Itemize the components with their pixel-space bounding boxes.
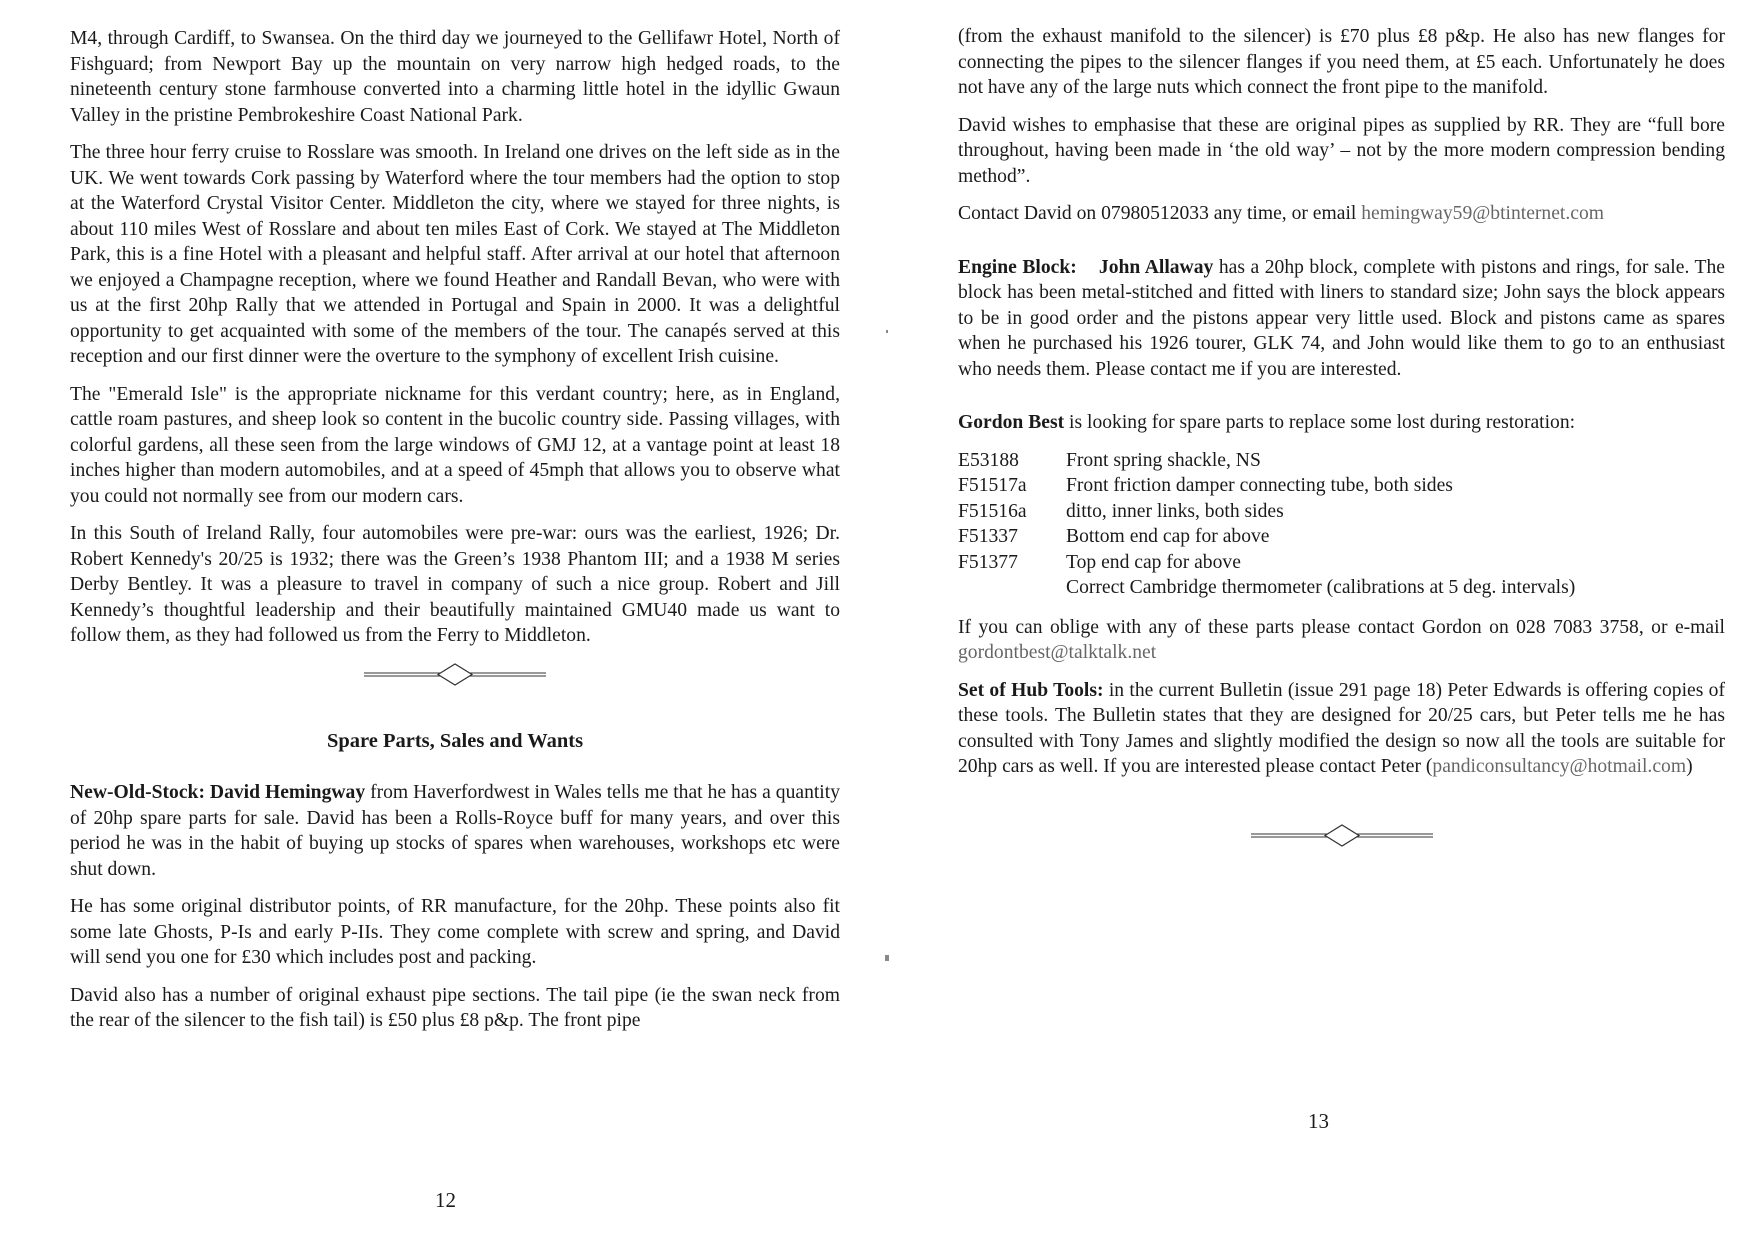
ornament-divider-right bbox=[1249, 822, 1435, 850]
email-gordon[interactable]: gordontbest@talktalk.net bbox=[958, 642, 1157, 663]
paragraph-oblige-gordon bbox=[958, 615, 1725, 666]
hub-tools-text: in the current Bulletin (issue 291 page 18) Peter Edwards is offering copies of these tools. The Bulletin states that they are designed for 20/25 cars, but Peter tells me he has consulted with Tony James and slightly modified the design so now all the tools are suitable for 20hp cars as well. If you are interested please contact Peter ( bbox=[958, 679, 1725, 777]
paragraph-pre-war-cars: In this South of Ireland Rally, four automobiles were pre-war: ours was the earliest, 1926; Dr. Robert Kennedy's 20/25 is 1932; there was the Green’s 1938 Phantom III; and a 1938 M series Derby Bentley. It was a pleasure to travel in company of such a nice group. Robert and Jill Kennedy’s thoughtful leadership and their beautifully maintained GMU40 made us want to follow them, as they had followed us from the Ferry to Middleton. bbox=[70, 523, 840, 646]
nos-text: from Haverfordwest in Wales tells me that he has a quantity of 20hp spare parts for sale. David has been a Rolls-Royce buff for many years, and over this period he was in the habit of buying up stocks of spares when warehouses, workshops etc were shut down. bbox=[70, 782, 840, 880]
gordon-best-text: is looking for spare parts to replace some lost during restoration: bbox=[1064, 412, 1576, 433]
paragraph-exhaust-pipes: David also has a number of original exhaust pipe sections. The tail pipe (ie the swan neck from the rear of the silencer to the fish tail) is £50 plus £8 p&p. The front pipe bbox=[70, 984, 840, 1031]
paragraph-engine-block bbox=[958, 255, 1725, 383]
contact-david-text: Contact David on 07980512033 any time, or email bbox=[958, 203, 1362, 224]
paragraph-new-old-stock bbox=[70, 780, 840, 882]
part-code: F51516a bbox=[958, 500, 1027, 522]
left-column bbox=[70, 26, 840, 1046]
parts-row bbox=[958, 473, 1725, 499]
ornament-divider-left bbox=[362, 661, 548, 689]
engine-block-owner: John Allaway bbox=[1098, 256, 1214, 278]
engine-block-label: Engine Block: bbox=[958, 256, 1077, 278]
paragraph-gordon-best bbox=[958, 410, 1725, 436]
hub-tools-close: ) bbox=[1686, 756, 1693, 777]
paragraph-contact-david bbox=[958, 201, 1725, 227]
paragraph-hub-tools bbox=[958, 678, 1725, 780]
part-code: F51377 bbox=[958, 551, 1018, 573]
page-number-right: 13 bbox=[1308, 1109, 1329, 1133]
part-description: Front spring shackle, NS bbox=[1066, 449, 1261, 471]
part-description: Top end cap for above bbox=[1066, 551, 1241, 573]
paragraph-wales-journey: M4, through Cardiff, to Swansea. On the third day we journeyed to the Gellifawr Hotel, North of Fishguard; from Newport Bay up the mountain on very narrow high hedged roads, to the nineteenth century stone farmhouse converted into a charming little hotel in the idyllic Gwaun Valley in the pristine Pembrokeshire Coast National Park. bbox=[70, 28, 840, 126]
parts-row bbox=[958, 575, 1725, 601]
paragraph-ferry-cruise: The three hour ferry cruise to Rosslare was smooth. In Ireland one drives on the left side as in the UK. We went towards Cork passing by Waterford where the tour members had the option to stop at the Waterford Crystal Visitor Center. Middleton the city, where we stayed for three nights, is about 110 miles West of Rosslare and about ten miles East of Cork. We stayed at The Middleton Park, this is a fine Hotel with a pleasant and helpful staff. After arrival at our hotel that afternoon we enjoyed a Champagne reception, where we found Heather and Randall Bevan, who were with us at the first 20hp Rally that we attended in Portugal and Spain in 2000. It was a delightful opportunity to get acquainted with some of the members of the tour. The canapés served at this reception and our first dinner were the overture to the symphony of excellent Irish cuisine. bbox=[70, 142, 840, 367]
section-title: Spare Parts, Sales and Wants bbox=[326, 729, 584, 752]
part-code: F51517a bbox=[958, 475, 1027, 496]
parts-list bbox=[958, 448, 1725, 601]
paragraph-original-pipes: David wishes to emphasise that these are original pipes as supplied by RR. They are “full bore throughout, having been made in ‘the old way’ – not by the more modern compression bending method”. bbox=[958, 114, 1725, 187]
page-right bbox=[876, 0, 1752, 1240]
gordon-best-name: Gordon Best bbox=[958, 412, 1065, 433]
parts-row bbox=[958, 499, 1725, 525]
part-code: F51337 bbox=[958, 526, 1018, 547]
page-number-left: 12 bbox=[435, 1188, 456, 1212]
oblige-text: If you can oblige with any of these parts please contact Gordon on 028 7083 3758, or e-mail bbox=[958, 616, 1725, 638]
nos-heading: New-Old-Stock: David Hemingway bbox=[70, 782, 366, 803]
paragraph-emerald-isle: The "Emerald Isle" is the appropriate nickname for this verdant country; here, as in England, cattle roam pastures, and sheep look so content in the bucolic country side. Passing villages, with colorful gardens, all these seen from the large windows of GMJ 12, at a vantage point at least 18 inches higher than modern automobiles, and at a speed of 45mph that allows you to observe what you could not normally see from our modern cars. bbox=[70, 383, 840, 507]
right-column bbox=[958, 24, 1725, 850]
parts-row bbox=[958, 448, 1725, 474]
paragraph-front-pipe: (from the exhaust manifold to the silencer) is £70 plus £8 p&p. He also has new flanges for connecting the pipes to the silencer flanges if you need them, at £5 each. Unfortunately he does not have any of the large nuts which connect the front pipe to the manifold. bbox=[958, 26, 1725, 98]
engine-block-text: has a 20hp block, complete with pistons and rings, for sale. The block has been metal-stitched and fitted with liners to standard size; John says the block appears to be in good order and the pistons appear very little used. Block and pistons came as spares when he purchased his 1926 tourer, GLK 74, and John would like them to go to an enthusiast who needs them. Please contact me if you are interested. bbox=[958, 256, 1725, 380]
parts-row bbox=[958, 524, 1725, 550]
hub-tools-heading: Set of Hub Tools: bbox=[958, 679, 1104, 701]
parts-row bbox=[958, 550, 1725, 576]
part-description: Correct Cambridge thermometer (calibrations at 5 deg. intervals) bbox=[1066, 577, 1576, 598]
part-code: E53188 bbox=[958, 449, 1019, 471]
part-description: Bottom end cap for above bbox=[1066, 526, 1270, 547]
email-peter[interactable]: pandiconsultancy@hotmail.com bbox=[1432, 756, 1687, 777]
part-description: ditto, inner links, both sides bbox=[1066, 500, 1284, 522]
part-description: Front friction damper connecting tube, both sides bbox=[1066, 475, 1453, 496]
gutter-mark bbox=[886, 330, 888, 333]
paragraph-distributor-points: He has some original distributor points, of RR manufacture, for the 20hp. These points also fit some late Ghosts, P-Is and early P-IIs. They come complete with screw and spring, and David will send you one for £30 which includes post and packing. bbox=[70, 896, 840, 968]
part-code bbox=[958, 575, 1066, 601]
gutter-mark bbox=[885, 955, 889, 961]
email-david[interactable]: hemingway59@btinternet.com bbox=[1361, 203, 1605, 224]
